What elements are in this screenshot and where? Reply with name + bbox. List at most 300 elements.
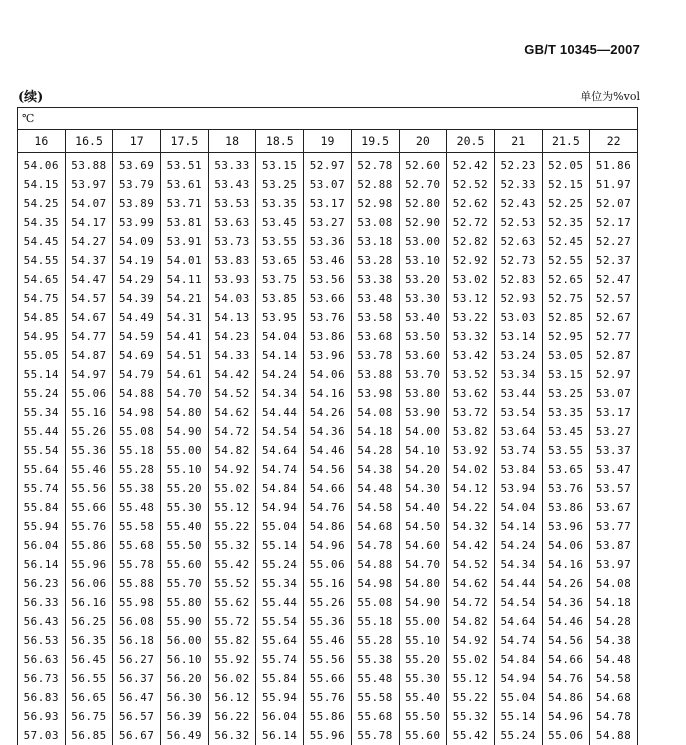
table-cell: 56.32 [208, 726, 256, 745]
table-cell: 54.55 [18, 251, 66, 270]
table-cell: 53.35 [542, 403, 590, 422]
table-cell: 54.46 [304, 441, 352, 460]
table-cell: 54.88 [351, 555, 399, 574]
table-cell: 54.28 [351, 441, 399, 460]
table-cell: 53.81 [161, 213, 209, 232]
table-cell: 54.52 [447, 555, 495, 574]
table-cell: 54.84 [256, 479, 304, 498]
table-cell: 52.17 [590, 213, 638, 232]
table-cell: 54.65 [18, 270, 66, 289]
standard-code: GB/T 10345—2007 [524, 42, 640, 57]
table-cell: 54.22 [447, 498, 495, 517]
table-cell: 52.60 [399, 153, 447, 176]
table-cell: 54.52 [208, 384, 256, 403]
table-cell: 55.44 [18, 422, 66, 441]
table-cell: 55.62 [208, 593, 256, 612]
table-cell: 53.44 [494, 384, 542, 403]
table-cell: 52.85 [542, 308, 590, 327]
table-cell: 52.65 [542, 270, 590, 289]
table-cell: 54.58 [590, 669, 638, 688]
table-cell: 53.45 [256, 213, 304, 232]
table-cell: 52.97 [304, 153, 352, 176]
table-cell: 54.66 [304, 479, 352, 498]
table-cell: 54.64 [256, 441, 304, 460]
table-cell: 54.61 [161, 365, 209, 384]
table-cell: 54.36 [542, 593, 590, 612]
table-cell: 52.43 [494, 194, 542, 213]
table-cell: 54.96 [304, 536, 352, 555]
table-row [18, 498, 638, 517]
table-cell: 53.91 [161, 232, 209, 251]
table-cell: 53.33 [208, 153, 256, 176]
table-cell: 55.86 [304, 707, 352, 726]
table-cell: 56.20 [161, 669, 209, 688]
table-cell: 56.14 [18, 555, 66, 574]
table-cell: 53.93 [208, 270, 256, 289]
table-cell: 54.25 [18, 194, 66, 213]
table-cell: 55.86 [65, 536, 113, 555]
table-cell: 55.38 [351, 650, 399, 669]
table-cell: 52.75 [542, 289, 590, 308]
table-cell: 55.18 [351, 612, 399, 631]
table-cell: 53.07 [304, 175, 352, 194]
table-cell: 55.70 [161, 574, 209, 593]
table-cell: 54.68 [351, 517, 399, 536]
table-cell: 54.88 [590, 726, 638, 745]
table-cell: 52.88 [351, 175, 399, 194]
table-cell: 56.12 [208, 688, 256, 707]
table-row [18, 270, 638, 289]
table-cell: 54.08 [351, 403, 399, 422]
table-cell: 54.60 [399, 536, 447, 555]
table-cell: 56.27 [113, 650, 161, 669]
table-cell: 52.15 [542, 175, 590, 194]
table-cell: 55.04 [256, 517, 304, 536]
table-cell: 54.23 [208, 327, 256, 346]
column-header: 16 [18, 130, 66, 153]
table-cell: 53.36 [304, 232, 352, 251]
table-cell: 53.20 [399, 270, 447, 289]
column-header: 21.5 [542, 130, 590, 153]
table-cell: 55.34 [18, 403, 66, 422]
table-row [18, 232, 638, 251]
table-cell: 53.15 [542, 365, 590, 384]
table-cell: 54.00 [399, 422, 447, 441]
table-cell: 54.36 [304, 422, 352, 441]
table-cell: 53.80 [399, 384, 447, 403]
table-cell: 54.39 [113, 289, 161, 308]
table-cell: 54.04 [494, 498, 542, 517]
table-cell: 53.57 [590, 479, 638, 498]
table-cell: 57.03 [18, 726, 66, 745]
table-cell: 55.90 [161, 612, 209, 631]
table-cell: 52.77 [590, 327, 638, 346]
table-cell: 54.45 [18, 232, 66, 251]
table-cell: 55.28 [351, 631, 399, 650]
table-cell: 55.60 [161, 555, 209, 574]
table-cell: 54.06 [542, 536, 590, 555]
table-cell: 55.14 [18, 365, 66, 384]
table-cell: 55.02 [447, 650, 495, 669]
table-row [18, 327, 638, 346]
table-cell: 54.41 [161, 327, 209, 346]
table-cell: 52.93 [494, 289, 542, 308]
unit-label: 单位为%vol [580, 88, 640, 104]
table-cell: 53.67 [590, 498, 638, 517]
table-cell: 55.24 [256, 555, 304, 574]
table-cell: 54.78 [590, 707, 638, 726]
table-cell: 54.16 [304, 384, 352, 403]
table-cell: 53.75 [256, 270, 304, 289]
table-cell: 54.02 [447, 460, 495, 479]
table-cell: 55.26 [304, 593, 352, 612]
table-cell: 53.58 [351, 308, 399, 327]
table-cell: 54.46 [542, 612, 590, 631]
column-header: 18.5 [256, 130, 304, 153]
table-cell: 55.72 [208, 612, 256, 631]
table-row [18, 194, 638, 213]
table-cell: 53.50 [399, 327, 447, 346]
table-cell: 56.35 [65, 631, 113, 650]
table-cell: 53.40 [399, 308, 447, 327]
table-cell: 54.47 [65, 270, 113, 289]
table-cell: 53.82 [447, 422, 495, 441]
table-cell: 54.44 [494, 574, 542, 593]
table-cell: 52.87 [590, 346, 638, 365]
table-cell: 53.18 [351, 232, 399, 251]
table-cell: 55.96 [304, 726, 352, 745]
table-cell: 52.07 [590, 194, 638, 213]
column-header-row [18, 130, 638, 153]
table-cell: 55.28 [113, 460, 161, 479]
table-cell: 53.32 [447, 327, 495, 346]
table-row [18, 403, 638, 422]
table-cell: 56.55 [65, 669, 113, 688]
table-cell: 53.46 [304, 251, 352, 270]
table-cell: 55.48 [351, 669, 399, 688]
table-cell: 55.12 [447, 669, 495, 688]
table-cell: 53.74 [494, 441, 542, 460]
table-cell: 52.82 [447, 232, 495, 251]
table-cell: 53.78 [351, 346, 399, 365]
table-cell: 53.96 [542, 517, 590, 536]
table-cell: 56.47 [113, 688, 161, 707]
table-cell: 53.10 [399, 251, 447, 270]
table-cell: 56.16 [65, 593, 113, 612]
table-cell: 56.93 [18, 707, 66, 726]
table-cell: 54.74 [494, 631, 542, 650]
table-cell: 54.70 [399, 555, 447, 574]
table-cell: 55.48 [113, 498, 161, 517]
table-cell: 54.94 [494, 669, 542, 688]
table-cell: 52.70 [399, 175, 447, 194]
table-cell: 54.14 [256, 346, 304, 365]
table-cell: 55.64 [256, 631, 304, 650]
table-cell: 53.94 [494, 479, 542, 498]
table-cell: 53.48 [351, 289, 399, 308]
table-cell: 52.57 [590, 289, 638, 308]
table-cell: 55.16 [304, 574, 352, 593]
table-cell: 54.38 [590, 631, 638, 650]
table-cell: 54.80 [161, 403, 209, 422]
table-cell: 54.33 [208, 346, 256, 365]
table-cell: 53.88 [65, 153, 113, 176]
table-cell: 54.54 [256, 422, 304, 441]
table-cell: 53.15 [256, 153, 304, 176]
table-cell: 54.87 [65, 346, 113, 365]
table-cell: 53.76 [542, 479, 590, 498]
table-row [18, 574, 638, 593]
table-row [18, 289, 638, 308]
table-cell: 54.03 [208, 289, 256, 308]
table-cell: 53.05 [542, 346, 590, 365]
table-cell: 55.60 [399, 726, 447, 745]
table-cell: 53.87 [590, 536, 638, 555]
table-cell: 53.03 [494, 308, 542, 327]
table-cell: 53.86 [304, 327, 352, 346]
table-cell: 54.72 [208, 422, 256, 441]
table-cell: 54.24 [256, 365, 304, 384]
table-cell: 55.20 [161, 479, 209, 498]
table-body [18, 153, 638, 745]
table-cell: 54.59 [113, 327, 161, 346]
table-cell: 53.72 [447, 403, 495, 422]
table-cell: 55.02 [208, 479, 256, 498]
column-header: 16.5 [65, 130, 113, 153]
table-cell: 54.70 [161, 384, 209, 403]
table-cell: 54.06 [18, 153, 66, 176]
table-cell: 55.76 [304, 688, 352, 707]
table-cell: 54.62 [208, 403, 256, 422]
table-cell: 55.66 [304, 669, 352, 688]
table-cell: 54.48 [590, 650, 638, 669]
table-cell: 53.96 [304, 346, 352, 365]
table-row [18, 422, 638, 441]
table-cell: 55.38 [113, 479, 161, 498]
table-cell: 55.56 [304, 650, 352, 669]
table-cell: 52.62 [447, 194, 495, 213]
table-cell: 54.06 [304, 365, 352, 384]
table-cell: 54.57 [65, 289, 113, 308]
table-cell: 54.74 [256, 460, 304, 479]
table-cell: 54.13 [208, 308, 256, 327]
table-cell: 56.45 [65, 650, 113, 669]
table-cell: 52.98 [351, 194, 399, 213]
table-cell: 54.01 [161, 251, 209, 270]
table-cell: 54.79 [113, 365, 161, 384]
table-cell: 56.43 [18, 612, 66, 631]
table-cell: 55.36 [65, 441, 113, 460]
table-cell: 52.73 [494, 251, 542, 270]
table-cell: 52.25 [542, 194, 590, 213]
table-cell: 53.55 [542, 441, 590, 460]
table-cell: 52.67 [590, 308, 638, 327]
table-cell: 55.66 [65, 498, 113, 517]
table-cell: 53.28 [351, 251, 399, 270]
table-cell: 54.82 [447, 612, 495, 631]
table-cell: 56.23 [18, 574, 66, 593]
table-cell: 54.28 [590, 612, 638, 631]
table-cell: 54.86 [542, 688, 590, 707]
table-cell: 54.77 [65, 327, 113, 346]
table-cell: 55.80 [161, 593, 209, 612]
table-cell: 56.37 [113, 669, 161, 688]
table-cell: 55.54 [256, 612, 304, 631]
table-row [18, 251, 638, 270]
table-cell: 54.75 [18, 289, 66, 308]
table-cell: 54.18 [590, 593, 638, 612]
table-cell: 53.95 [256, 308, 304, 327]
table-cell: 52.80 [399, 194, 447, 213]
table-cell: 55.10 [399, 631, 447, 650]
column-header: 19 [304, 130, 352, 153]
table-cell: 53.99 [113, 213, 161, 232]
table-cell: 55.94 [18, 517, 66, 536]
table-cell: 53.60 [399, 346, 447, 365]
table-cell: 55.50 [161, 536, 209, 555]
table-cell: 55.08 [113, 422, 161, 441]
table-cell: 54.54 [494, 593, 542, 612]
table-cell: 52.23 [494, 153, 542, 176]
table-cell: 55.40 [399, 688, 447, 707]
table-row [18, 631, 638, 650]
table-cell: 55.50 [399, 707, 447, 726]
table-cell: 54.16 [542, 555, 590, 574]
table-cell: 55.54 [18, 441, 66, 460]
table-row [18, 153, 638, 176]
table-cell: 56.22 [208, 707, 256, 726]
table-cell: 54.69 [113, 346, 161, 365]
table-row [18, 175, 638, 194]
table-cell: 53.00 [399, 232, 447, 251]
table-cell: 54.62 [447, 574, 495, 593]
table-cell: 53.71 [161, 194, 209, 213]
table-cell: 52.55 [542, 251, 590, 270]
table-cell: 55.24 [494, 726, 542, 745]
table-cell: 56.63 [18, 650, 66, 669]
column-header: 19.5 [351, 130, 399, 153]
table-cell: 54.12 [447, 479, 495, 498]
table-row [18, 517, 638, 536]
table-cell: 53.25 [256, 175, 304, 194]
table-cell: 56.65 [65, 688, 113, 707]
table-cell: 54.78 [351, 536, 399, 555]
table-cell: 54.51 [161, 346, 209, 365]
table-cell: 56.04 [18, 536, 66, 555]
table-cell: 53.17 [304, 194, 352, 213]
table-cell: 55.58 [351, 688, 399, 707]
table-cell: 54.40 [399, 498, 447, 517]
table-row [18, 346, 638, 365]
table-cell: 55.10 [161, 460, 209, 479]
table-cell: 52.72 [447, 213, 495, 232]
table-cell: 53.27 [590, 422, 638, 441]
table-row [18, 688, 638, 707]
table-cell: 52.47 [590, 270, 638, 289]
table-cell: 54.72 [447, 593, 495, 612]
table-cell: 56.18 [113, 631, 161, 650]
table-row [18, 460, 638, 479]
table-cell: 54.24 [494, 536, 542, 555]
table-cell: 54.98 [351, 574, 399, 593]
table-cell: 53.69 [113, 153, 161, 176]
table-cell: 53.34 [494, 365, 542, 384]
table-cell: 54.97 [65, 365, 113, 384]
table-cell: 54.44 [256, 403, 304, 422]
table-cell: 52.27 [590, 232, 638, 251]
table-cell: 54.21 [161, 289, 209, 308]
table-cell: 54.90 [161, 422, 209, 441]
table-cell: 55.88 [113, 574, 161, 593]
table-cell: 54.18 [351, 422, 399, 441]
column-header: 17 [113, 130, 161, 153]
table-cell: 54.35 [18, 213, 66, 232]
table-cell: 52.95 [542, 327, 590, 346]
table-cell: 53.86 [542, 498, 590, 517]
table-cell: 55.06 [304, 555, 352, 574]
table-cell: 53.02 [447, 270, 495, 289]
table-cell: 53.62 [447, 384, 495, 403]
table-cell: 53.35 [256, 194, 304, 213]
table-cell: 52.78 [351, 153, 399, 176]
table-cell: 55.78 [113, 555, 161, 574]
table-cell: 54.31 [161, 308, 209, 327]
table-cell: 56.33 [18, 593, 66, 612]
table-cell: 53.53 [208, 194, 256, 213]
table-cell: 53.85 [256, 289, 304, 308]
table-cell: 53.25 [542, 384, 590, 403]
table-cell: 56.25 [65, 612, 113, 631]
table-cell: 55.74 [256, 650, 304, 669]
table-cell: 53.79 [113, 175, 161, 194]
table-cell: 55.05 [18, 346, 66, 365]
table-cell: 54.49 [113, 308, 161, 327]
table-row [18, 441, 638, 460]
table-cell: 54.56 [542, 631, 590, 650]
table-row [18, 650, 638, 669]
table-cell: 53.22 [447, 308, 495, 327]
table-cell: 55.32 [447, 707, 495, 726]
table-cell: 56.67 [113, 726, 161, 745]
table-cell: 54.37 [65, 251, 113, 270]
table-cell: 55.52 [208, 574, 256, 593]
table-cell: 53.73 [208, 232, 256, 251]
table-cell: 52.35 [542, 213, 590, 232]
table-cell: 55.14 [494, 707, 542, 726]
table-cell: 56.75 [65, 707, 113, 726]
table-row [18, 384, 638, 403]
table-cell: 54.92 [447, 631, 495, 650]
table-cell: 53.55 [256, 232, 304, 251]
table-cell: 55.16 [65, 403, 113, 422]
table-cell: 52.83 [494, 270, 542, 289]
table-row [18, 365, 638, 384]
alcohol-conversion-table [17, 129, 638, 745]
table-row [18, 555, 638, 574]
table-cell: 55.08 [351, 593, 399, 612]
table-cell: 55.98 [113, 593, 161, 612]
table-cell: 53.24 [494, 346, 542, 365]
column-header: 20.5 [447, 130, 495, 153]
table-cell: 53.76 [304, 308, 352, 327]
table-cell: 53.97 [65, 175, 113, 194]
table-cell: 53.17 [590, 403, 638, 422]
table-cell: 55.46 [65, 460, 113, 479]
table-cell: 54.07 [65, 194, 113, 213]
table-cell: 54.38 [351, 460, 399, 479]
table-cell: 53.08 [351, 213, 399, 232]
table-row [18, 213, 638, 232]
